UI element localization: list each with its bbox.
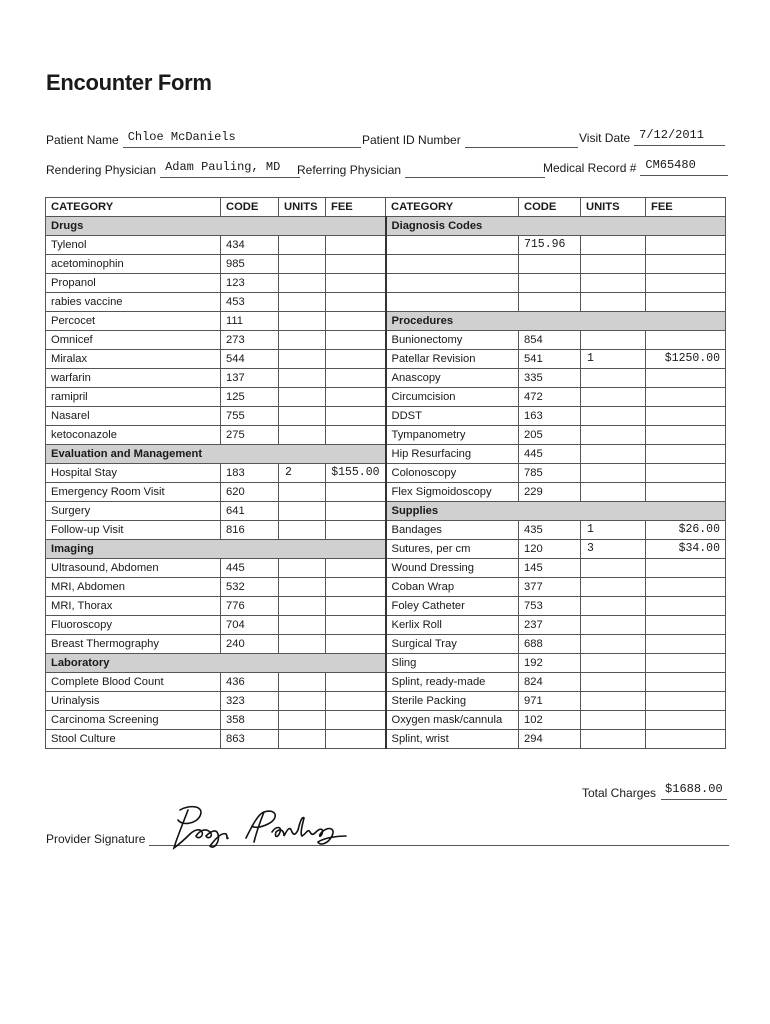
- table-row: [46, 654, 726, 673]
- medical-record-label: Medical Record #: [543, 161, 637, 175]
- section-header: Laboratory: [46, 654, 386, 673]
- item-name: Patellar Revision: [386, 350, 519, 369]
- item-fee[interactable]: [326, 407, 386, 426]
- item-units[interactable]: [581, 635, 646, 654]
- item-fee[interactable]: [646, 388, 726, 407]
- visit-date-group: [579, 126, 725, 146]
- item-units[interactable]: [279, 426, 326, 445]
- item-code: 532: [221, 578, 279, 597]
- item-fee[interactable]: [326, 578, 386, 597]
- item-fee[interactable]: [326, 274, 386, 293]
- item-fee[interactable]: [326, 331, 386, 350]
- table-row: [46, 255, 726, 274]
- item-units[interactable]: [279, 521, 326, 540]
- item-code: 435: [519, 521, 581, 540]
- table-row: [46, 521, 726, 540]
- item-fee[interactable]: [646, 293, 726, 312]
- item-code: 544: [221, 350, 279, 369]
- item-code: 358: [221, 711, 279, 730]
- item-units[interactable]: [581, 331, 646, 350]
- item-code: [519, 274, 581, 293]
- item-name: Surgical Tray: [386, 635, 519, 654]
- table-row: [46, 426, 726, 445]
- col-header-category: CATEGORY: [46, 198, 221, 217]
- item-name: Kerlix Roll: [386, 616, 519, 635]
- item-fee[interactable]: [646, 635, 726, 654]
- item-units[interactable]: [581, 597, 646, 616]
- section-header: Procedures: [386, 312, 726, 331]
- referring-physician-label: Referring Physician: [297, 163, 402, 177]
- item-units[interactable]: [581, 483, 646, 502]
- item-fee[interactable]: [646, 616, 726, 635]
- item-code: 785: [519, 464, 581, 483]
- item-units[interactable]: [581, 578, 646, 597]
- item-code: 123: [221, 274, 279, 293]
- item-units[interactable]: [279, 673, 326, 692]
- item-units[interactable]: [279, 274, 326, 293]
- item-units[interactable]: [279, 559, 326, 578]
- item-fee[interactable]: [646, 236, 726, 255]
- table-row: [46, 730, 726, 749]
- item-code: [519, 255, 581, 274]
- item-units[interactable]: [581, 255, 646, 274]
- item-name: Oxygen mask/cannula: [386, 711, 519, 730]
- item-code: 240: [221, 635, 279, 654]
- table-row: [46, 445, 726, 464]
- table-row: [46, 407, 726, 426]
- item-fee[interactable]: [646, 426, 726, 445]
- item-code: 472: [519, 388, 581, 407]
- item-units[interactable]: [279, 730, 326, 749]
- patient-name-label: Patient Name: [46, 133, 119, 147]
- item-code: 377: [519, 578, 581, 597]
- item-name: Foley Catheter: [386, 597, 519, 616]
- item-code: 111: [221, 312, 279, 331]
- item-fee[interactable]: [646, 559, 726, 578]
- item-name: Tympanometry: [386, 426, 519, 445]
- item-units[interactable]: [581, 730, 646, 749]
- item-fee[interactable]: [326, 293, 386, 312]
- item-name: Ultrasound, Abdomen: [46, 559, 221, 578]
- item-fee[interactable]: [646, 692, 726, 711]
- patient-id-field[interactable]: [465, 130, 578, 148]
- col-header-code: CODE: [221, 198, 279, 217]
- patient-name-field[interactable]: Chloe McDaniels: [123, 130, 361, 148]
- item-fee[interactable]: [326, 597, 386, 616]
- item-fee[interactable]: [646, 407, 726, 426]
- rendering-physician-label: Rendering Physician: [46, 163, 157, 177]
- item-units[interactable]: [581, 654, 646, 673]
- col-header-code-right: CODE: [519, 198, 581, 217]
- item-fee[interactable]: $26.00: [646, 521, 726, 540]
- section-header: Supplies: [386, 502, 726, 521]
- item-name: Wound Dressing: [386, 559, 519, 578]
- item-units[interactable]: [581, 426, 646, 445]
- item-name: Fluoroscopy: [46, 616, 221, 635]
- section-header: Evaluation and Management: [46, 445, 386, 464]
- item-name: Hospital Stay: [46, 464, 221, 483]
- item-fee[interactable]: [326, 692, 386, 711]
- item-fee[interactable]: [646, 673, 726, 692]
- table-row: [46, 540, 726, 559]
- item-name: Sling: [386, 654, 519, 673]
- referring-physician-field[interactable]: [405, 160, 545, 178]
- item-fee[interactable]: [326, 730, 386, 749]
- item-code: 985: [221, 255, 279, 274]
- item-name: rabies vaccine: [46, 293, 221, 312]
- item-fee[interactable]: $1250.00: [646, 350, 726, 369]
- col-header-fee: FEE: [326, 198, 386, 217]
- item-fee[interactable]: [646, 711, 726, 730]
- item-units[interactable]: [581, 559, 646, 578]
- item-units[interactable]: [279, 616, 326, 635]
- item-code: 541: [519, 350, 581, 369]
- item-name: ramipril: [46, 388, 221, 407]
- visit-date-field[interactable]: 7/12/2011: [634, 128, 725, 146]
- item-code: 323: [221, 692, 279, 711]
- table-row: [46, 597, 726, 616]
- item-fee[interactable]: [326, 559, 386, 578]
- item-fee[interactable]: [326, 616, 386, 635]
- item-name: Miralax: [46, 350, 221, 369]
- table-row: [46, 616, 726, 635]
- item-name: Colonoscopy: [386, 464, 519, 483]
- item-code: 294: [519, 730, 581, 749]
- item-units[interactable]: [581, 711, 646, 730]
- item-code: 688: [519, 635, 581, 654]
- signature-text: Adam Pauling: [160, 798, 167, 799]
- item-name: warfarin: [46, 369, 221, 388]
- table-row: [46, 502, 726, 521]
- item-name: Coban Wrap: [386, 578, 519, 597]
- item-units[interactable]: [581, 673, 646, 692]
- section-header: Diagnosis Codes: [386, 217, 726, 236]
- item-name: Hip Resurfacing: [386, 445, 519, 464]
- item-fee[interactable]: $155.00: [326, 464, 386, 483]
- table-row: [46, 331, 726, 350]
- patient-name-group: [46, 128, 361, 148]
- item-name: Splint, ready-made: [386, 673, 519, 692]
- item-units[interactable]: [581, 616, 646, 635]
- table-row: [46, 350, 726, 369]
- item-name: ketoconazole: [46, 426, 221, 445]
- item-name: Sterile Packing: [386, 692, 519, 711]
- item-code: 273: [221, 331, 279, 350]
- item-name: Emergency Room Visit: [46, 483, 221, 502]
- item-units[interactable]: [279, 597, 326, 616]
- item-name: Percocet: [46, 312, 221, 331]
- item-code: 120: [519, 540, 581, 559]
- table-row: [46, 578, 726, 597]
- item-code: 776: [221, 597, 279, 616]
- referring-physician-group: [297, 158, 545, 178]
- item-name: Carcinoma Screening: [46, 711, 221, 730]
- item-units[interactable]: [279, 369, 326, 388]
- charges-table: [45, 197, 726, 749]
- item-units[interactable]: [581, 388, 646, 407]
- item-units[interactable]: [581, 293, 646, 312]
- item-name: Surgery: [46, 502, 221, 521]
- medical-record-group: [543, 156, 728, 176]
- item-fee[interactable]: [646, 597, 726, 616]
- item-units[interactable]: [581, 236, 646, 255]
- item-code: 854: [519, 331, 581, 350]
- table-row: [46, 312, 726, 331]
- item-fee[interactable]: [646, 578, 726, 597]
- item-fee[interactable]: $34.00: [646, 540, 726, 559]
- item-name: [386, 236, 519, 255]
- item-fee[interactable]: [646, 331, 726, 350]
- item-units[interactable]: [279, 350, 326, 369]
- item-units[interactable]: [581, 274, 646, 293]
- item-code: 971: [519, 692, 581, 711]
- item-code: 163: [519, 407, 581, 426]
- item-code: 453: [221, 293, 279, 312]
- item-name: Bandages: [386, 521, 519, 540]
- item-code: 335: [519, 369, 581, 388]
- item-fee[interactable]: [326, 521, 386, 540]
- item-code: 445: [519, 445, 581, 464]
- item-code: 183: [221, 464, 279, 483]
- total-charges-field[interactable]: $1688.00: [661, 782, 727, 800]
- table-row: [46, 293, 726, 312]
- medical-record-field[interactable]: CM65480: [640, 158, 728, 176]
- table-row: [46, 692, 726, 711]
- item-units[interactable]: [279, 407, 326, 426]
- item-units[interactable]: [279, 312, 326, 331]
- table-row: [46, 369, 726, 388]
- patient-id-group: [362, 128, 578, 148]
- item-name: Circumcision: [386, 388, 519, 407]
- table-row: [46, 483, 726, 502]
- item-code: 434: [221, 236, 279, 255]
- table-row: [46, 274, 726, 293]
- item-name: [386, 293, 519, 312]
- total-charges-label: Total Charges: [582, 786, 657, 800]
- item-units[interactable]: [279, 635, 326, 654]
- item-units[interactable]: [581, 445, 646, 464]
- col-header-units-right: UNITS: [581, 198, 646, 217]
- item-units[interactable]: [279, 293, 326, 312]
- item-name: Propanol: [46, 274, 221, 293]
- item-fee[interactable]: [326, 255, 386, 274]
- table-row: [46, 236, 726, 255]
- item-name: Flex Sigmoidoscopy: [386, 483, 519, 502]
- item-units[interactable]: [279, 331, 326, 350]
- item-code: 102: [519, 711, 581, 730]
- item-code: [519, 293, 581, 312]
- item-code: 125: [221, 388, 279, 407]
- item-code: 755: [221, 407, 279, 426]
- table-row: [46, 217, 726, 236]
- item-fee[interactable]: [326, 388, 386, 407]
- item-fee[interactable]: [326, 350, 386, 369]
- table-row: [46, 673, 726, 692]
- item-code: 863: [221, 730, 279, 749]
- page-title: Encounter Form: [46, 70, 212, 95]
- table-row: [46, 711, 726, 730]
- item-fee[interactable]: [326, 236, 386, 255]
- item-units[interactable]: [279, 692, 326, 711]
- item-name: MRI, Thorax: [46, 597, 221, 616]
- item-units[interactable]: 1: [581, 521, 646, 540]
- item-name: DDST: [386, 407, 519, 426]
- provider-signature-group: [46, 826, 729, 846]
- item-name: Sutures, per cm: [386, 540, 519, 559]
- item-name: Omnicef: [46, 331, 221, 350]
- item-code: 436: [221, 673, 279, 692]
- table-header-row: [46, 198, 726, 217]
- item-units[interactable]: [279, 483, 326, 502]
- item-fee[interactable]: [326, 483, 386, 502]
- table-row: [46, 464, 726, 483]
- item-code: 753: [519, 597, 581, 616]
- item-name: [386, 255, 519, 274]
- item-code: 145: [519, 559, 581, 578]
- item-fee[interactable]: [646, 255, 726, 274]
- item-fee[interactable]: [326, 711, 386, 730]
- item-fee[interactable]: [646, 464, 726, 483]
- item-fee[interactable]: [326, 673, 386, 692]
- table-row: [46, 388, 726, 407]
- handwritten-signature: [160, 798, 360, 858]
- item-code: 205: [519, 426, 581, 445]
- provider-signature-label: Provider Signature: [46, 832, 146, 846]
- visit-date-label: Visit Date: [579, 131, 631, 145]
- item-fee[interactable]: [646, 369, 726, 388]
- item-name: Anascopy: [386, 369, 519, 388]
- item-units[interactable]: [581, 692, 646, 711]
- item-fee[interactable]: [326, 426, 386, 445]
- item-units[interactable]: 2: [279, 464, 326, 483]
- item-fee[interactable]: [326, 635, 386, 654]
- item-units[interactable]: [279, 711, 326, 730]
- item-code: 620: [221, 483, 279, 502]
- item-units[interactable]: [279, 255, 326, 274]
- item-code: 192: [519, 654, 581, 673]
- section-header: Drugs: [46, 217, 386, 236]
- item-code: 704: [221, 616, 279, 635]
- rendering-physician-field[interactable]: Adam Pauling, MD: [160, 160, 300, 178]
- item-code: 275: [221, 426, 279, 445]
- patient-id-label: Patient ID Number: [362, 133, 461, 147]
- item-code: 641: [221, 502, 279, 521]
- item-units[interactable]: [279, 388, 326, 407]
- item-units[interactable]: [581, 369, 646, 388]
- section-header: Imaging: [46, 540, 386, 559]
- table-row: [46, 559, 726, 578]
- item-name: Complete Blood Count: [46, 673, 221, 692]
- item-name: Stool Culture: [46, 730, 221, 749]
- item-code: 229: [519, 483, 581, 502]
- item-name: Bunionectomy: [386, 331, 519, 350]
- item-name: MRI, Abdomen: [46, 578, 221, 597]
- item-name: Splint, wrist: [386, 730, 519, 749]
- item-code: 445: [221, 559, 279, 578]
- item-units[interactable]: 1: [581, 350, 646, 369]
- item-fee[interactable]: [646, 730, 726, 749]
- item-fee[interactable]: [326, 502, 386, 521]
- item-name: Follow-up Visit: [46, 521, 221, 540]
- item-units[interactable]: 3: [581, 540, 646, 559]
- item-units[interactable]: [279, 578, 326, 597]
- col-header-fee-right: FEE: [646, 198, 726, 217]
- item-fee[interactable]: [326, 369, 386, 388]
- item-name: Tylenol: [46, 236, 221, 255]
- item-name: [386, 274, 519, 293]
- item-units[interactable]: [581, 464, 646, 483]
- item-fee[interactable]: [646, 274, 726, 293]
- item-code: 824: [519, 673, 581, 692]
- item-fee[interactable]: [646, 654, 726, 673]
- item-code: 816: [221, 521, 279, 540]
- item-units[interactable]: [279, 236, 326, 255]
- rendering-physician-group: [46, 158, 300, 178]
- table-row: [46, 635, 726, 654]
- item-name: Nasarel: [46, 407, 221, 426]
- item-name: Urinalysis: [46, 692, 221, 711]
- item-units[interactable]: [581, 407, 646, 426]
- item-name: acetominophin: [46, 255, 221, 274]
- item-fee[interactable]: [326, 312, 386, 331]
- item-code: 237: [519, 616, 581, 635]
- item-fee[interactable]: [646, 483, 726, 502]
- item-code: 715.96: [519, 236, 581, 255]
- item-name: Breast Thermography: [46, 635, 221, 654]
- item-fee[interactable]: [646, 445, 726, 464]
- col-header-category-right: CATEGORY: [386, 198, 519, 217]
- col-header-units: UNITS: [279, 198, 326, 217]
- total-charges-group: [582, 780, 727, 800]
- item-units[interactable]: [279, 502, 326, 521]
- item-code: 137: [221, 369, 279, 388]
